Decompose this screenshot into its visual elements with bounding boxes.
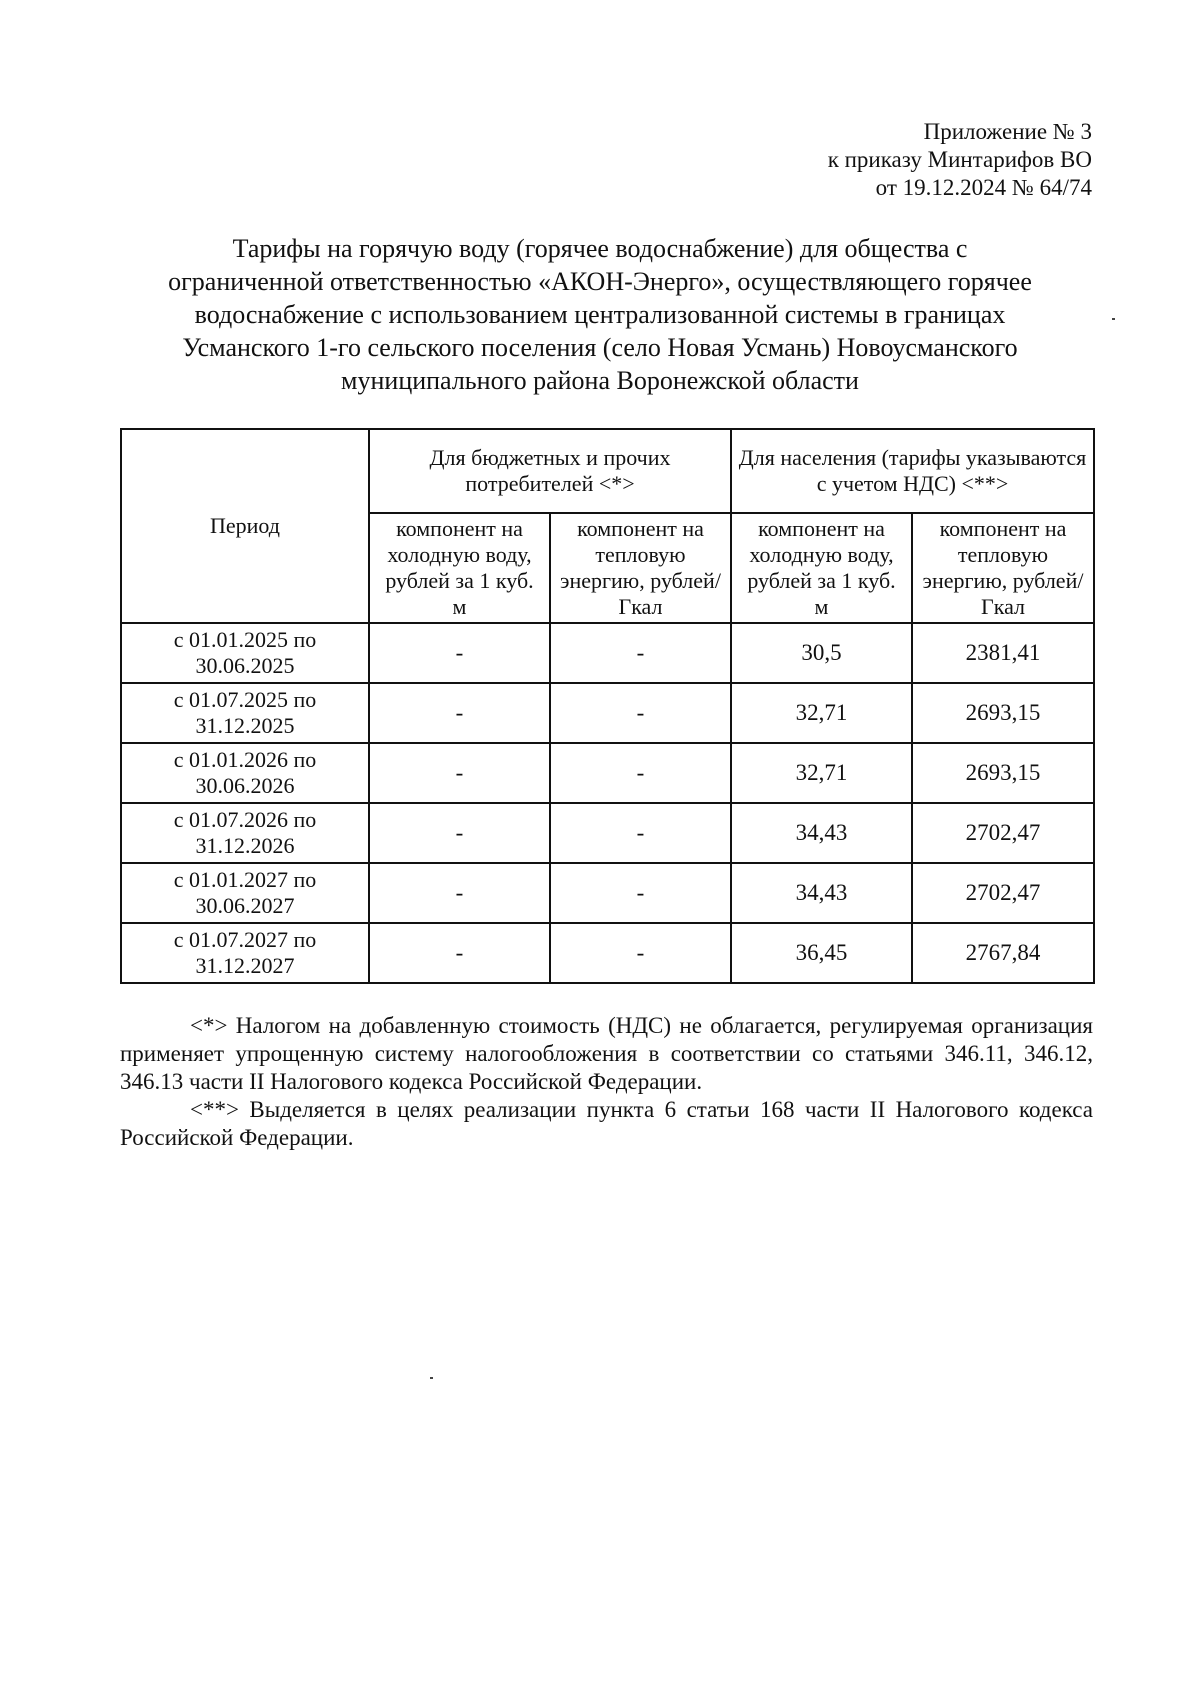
budget-heat-cell: -	[550, 863, 731, 923]
population-heat-cell: 2693,15	[912, 743, 1094, 803]
population-cold-cell: 36,45	[731, 923, 912, 983]
budget-cold-cell: -	[369, 803, 550, 863]
population-cold-header: компонент на холодную воду, рублей за 1 куб. м	[731, 513, 912, 623]
tariff-table	[120, 428, 1095, 984]
budget-cold-cell: -	[369, 863, 550, 923]
budget-cold-header: компонент на холодную воду, рублей за 1 куб. м	[369, 513, 550, 623]
title-line-2: ограниченной ответственностью «АКОН-Энерго», осуществляющего горячее	[168, 267, 1032, 296]
appendix-number: Приложение № 3	[923, 119, 1092, 144]
population-heat-cell: 2693,15	[912, 683, 1094, 743]
budget-heat-header: компонент на тепловую энергию, рублей/Гкал	[550, 513, 731, 623]
footnotes	[120, 1012, 1093, 1152]
period-cell: с 01.07.2025 по 31.12.2025	[121, 683, 369, 743]
table-row	[121, 623, 1094, 683]
population-group-header: Для населения (тарифы указываются с учетом НДС) <**>	[731, 429, 1094, 513]
population-cold-cell: 34,43	[731, 803, 912, 863]
budget-group-header: Для бюджетных и прочих потребителей <*>	[369, 429, 731, 513]
population-heat-cell: 2702,47	[912, 803, 1094, 863]
table-row	[121, 743, 1094, 803]
scan-speck	[1112, 318, 1115, 320]
period-cell: с 01.07.2026 по 31.12.2026	[121, 803, 369, 863]
budget-cold-cell: -	[369, 623, 550, 683]
population-heat-cell: 2767,84	[912, 923, 1094, 983]
budget-heat-cell: -	[550, 743, 731, 803]
period-header: Период	[121, 429, 369, 623]
title-line-4: Усманского 1-го сельского поселения (село Новая Усмань) Новоусманского	[182, 333, 1018, 362]
footnote-vat-exempt: <*> Налогом на добавленную стоимость (НДС) не облагается, регулируемая организация применяет упрощенную систему налогообложения в соответствии со статьями 346.11, 346.12, 346.13 части II Налогового кодекса Российской Федерации.	[120, 1013, 1093, 1094]
scan-speck	[430, 1377, 433, 1379]
population-heat-cell: 2381,41	[912, 623, 1094, 683]
title-line-3: водоснабжение с использованием централизованной системы в границах	[194, 300, 1006, 329]
population-cold-cell: 30,5	[731, 623, 912, 683]
table-header-row	[121, 429, 1094, 513]
title-line-1: Тарифы на горячую воду (горячее водоснабжение) для общества с	[232, 234, 968, 263]
document-title	[100, 232, 1100, 397]
budget-heat-cell: -	[550, 683, 731, 743]
title-line-5: муниципального района Воронежской области	[341, 366, 859, 395]
period-cell: с 01.07.2027 по 31.12.2027	[121, 923, 369, 983]
period-cell: с 01.01.2026 по 30.06.2026	[121, 743, 369, 803]
budget-cold-cell: -	[369, 923, 550, 983]
period-cell: с 01.01.2027 по 30.06.2027	[121, 863, 369, 923]
appendix-order-ref: к приказу Минтарифов ВО	[827, 147, 1092, 172]
budget-cold-cell: -	[369, 683, 550, 743]
appendix-order-date: от 19.12.2024 № 64/74	[875, 175, 1092, 200]
budget-heat-cell: -	[550, 803, 731, 863]
population-cold-cell: 34,43	[731, 863, 912, 923]
budget-heat-cell: -	[550, 623, 731, 683]
table-row	[121, 803, 1094, 863]
budget-heat-cell: -	[550, 923, 731, 983]
population-cold-cell: 32,71	[731, 743, 912, 803]
appendix-block	[828, 118, 1092, 202]
population-heat-cell: 2702,47	[912, 863, 1094, 923]
population-heat-header: компонент на тепловую энергию, рублей/Гкал	[912, 513, 1094, 623]
footnote-vat-included: <**> Выделяется в целях реализации пункта 6 статьи 168 части II Налогового кодекса Российской Федерации.	[120, 1097, 1093, 1150]
table-row	[121, 863, 1094, 923]
period-cell: с 01.01.2025 по 30.06.2025	[121, 623, 369, 683]
table-row	[121, 683, 1094, 743]
budget-cold-cell: -	[369, 743, 550, 803]
population-cold-cell: 32,71	[731, 683, 912, 743]
table-row	[121, 923, 1094, 983]
